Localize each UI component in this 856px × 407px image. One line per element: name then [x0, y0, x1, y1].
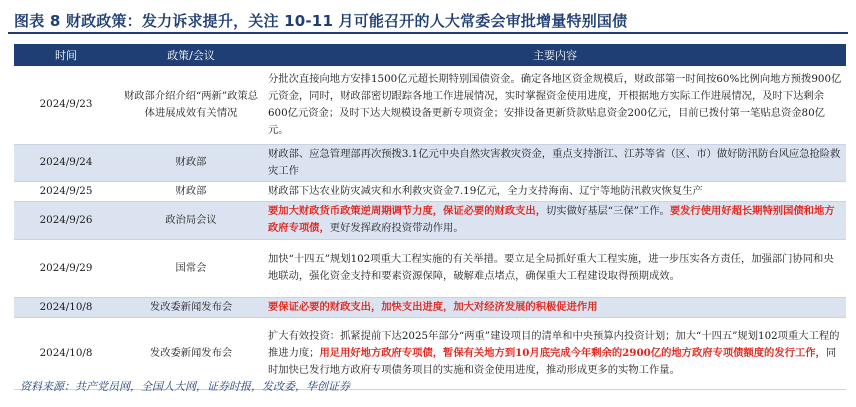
- table-body: [14, 66, 846, 389]
- content-text: 财政部、应急管理部再次预拨3.1亿元中央自然灾害救灾资金，重点支持浙江、江苏等省（区、市）做好防汛防台风应急抢险救灾工作: [268, 147, 841, 177]
- row-policy: 财政部: [118, 181, 264, 201]
- content-text: 扩大有效投资：抓紧提前下达2025年部分“两重”建设项目的清单和中央预算内投资计划；加大“十四五”规划102项重大工程的推进力度；: [268, 329, 840, 359]
- table-row: [14, 144, 846, 181]
- column-header-date: 时间: [14, 44, 118, 66]
- row-date: 2024/9/26: [14, 201, 118, 239]
- table-row: [14, 181, 846, 201]
- column-header-policy: 政策/会议: [118, 44, 264, 66]
- content-text: 分批次直接向地方安排1500亿元超长期特别国债资金。确定各地区资金规模后，财政部第一时间按60%比例向地方预拨900亿元资金，同时，财政部密切跟踪各地工作进展情况，实时掌握资金使用进度，开根据地方实际工作进展情况，及时下达剩余600亿元资金；及时下达大规模设备更新专项资金；安排设备更新贷款贴息资金200亿元，目前已拨付第一笔贴息资金80亿元。: [268, 72, 842, 136]
- table-row: [14, 66, 846, 144]
- policy-table: [14, 44, 846, 390]
- row-date: 2024/9/29: [14, 239, 118, 297]
- row-date: 2024/9/25: [14, 181, 118, 201]
- figure-title-bar: [8, 4, 848, 34]
- row-date: 2024/10/8: [14, 317, 118, 389]
- content-text: 更好发挥政府投资带动作用。: [329, 222, 464, 234]
- table-header-row: [14, 44, 846, 66]
- table-row: [14, 201, 846, 239]
- highlight-text: 要发行使用好超长期特别国债和地方政府专项债，: [268, 205, 835, 234]
- highlight-text: 用足用好地方政府专项债，暂保有关地方到10月底完成今年剩余的2900亿的地方政府专项债额度的发行工作，: [319, 346, 826, 359]
- row-policy: 政治局会议: [118, 201, 264, 239]
- content-text: 加快“十四五”规划102项重大工程实施的有关举措。要立足全局抓好重大工程实施，进一步压实各方责任，加强部门协同和央地联动，强化资金支持和要素资源保障，破解难点堵点，确保重大工程建设取得预期成效。: [268, 253, 834, 282]
- table-row: [14, 239, 846, 297]
- row-content: [264, 181, 846, 201]
- row-content: [264, 297, 846, 317]
- row-policy: 财政部: [118, 144, 264, 181]
- row-policy: 国常会: [118, 239, 264, 297]
- row-policy: 发改委新闻发布会: [118, 317, 264, 389]
- row-content: [264, 144, 846, 181]
- highlight-text: 要加大财政货币政策逆周期调节力度，保证必要的财政支出，: [268, 205, 547, 217]
- row-policy: 财政部介绍介绍“两新”政策总体进展成效有关情况: [118, 66, 264, 144]
- column-header-content: 主要内容: [264, 44, 846, 66]
- row-date: 2024/9/24: [14, 144, 118, 181]
- row-content: [264, 317, 846, 389]
- row-content: [264, 201, 846, 239]
- content-text: 同时加快已发行地方政府专项债务项目的实施和资金使用进度，推动形成更多的实物工作量。: [268, 346, 837, 376]
- row-date: 2024/10/8: [14, 297, 118, 317]
- table-row: [14, 297, 846, 317]
- content-text: 切实做好基层“三保”工作。: [546, 205, 670, 217]
- row-content: [264, 239, 846, 297]
- highlight-text: 要保证必要的财政支出，加快支出进度，加大对经济发展的积极促进作用: [268, 300, 598, 313]
- figure-title: 图表 8 财政政策：发力诉求提升，关注 10-11 月可能召开的人大常委会审批增量特别国债: [14, 12, 628, 30]
- row-date: 2024/9/23: [14, 66, 118, 144]
- source-note: 资料来源：共产党员网，全国人大网，证券时报，发改委，华创证券: [20, 380, 350, 393]
- content-text: 财政部下达农业防灾减灾和水利救灾资金7.19亿元，全力支持海南、辽宁等地防汛救灾恢复生产: [268, 184, 703, 197]
- row-policy: 发改委新闻发布会: [118, 297, 264, 317]
- row-content: [264, 66, 846, 144]
